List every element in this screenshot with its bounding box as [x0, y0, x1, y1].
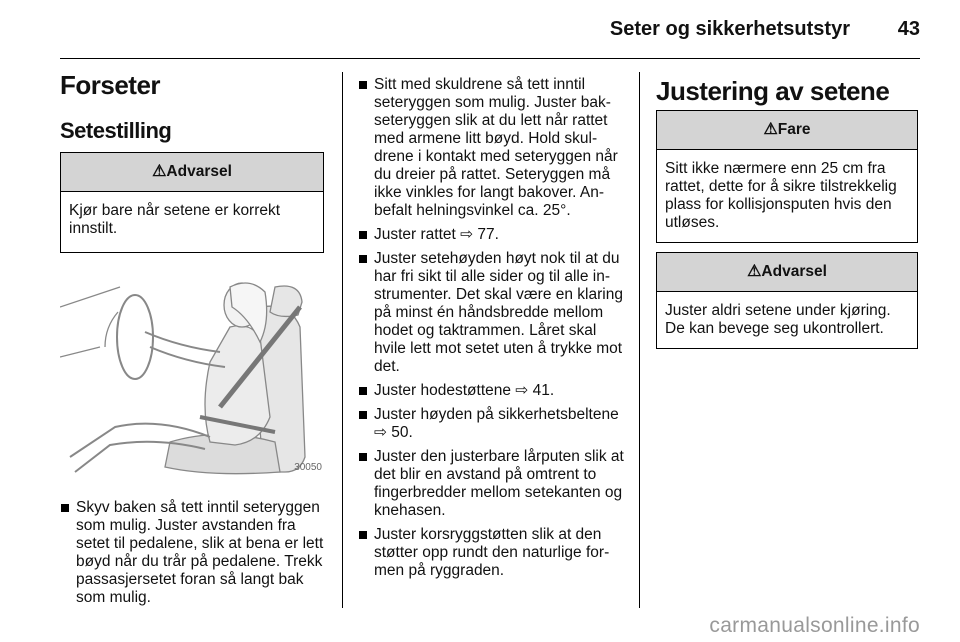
warning-box — [60, 152, 324, 253]
figure-number: 30050 — [294, 462, 322, 473]
list-item: Juster høyden på sikkerhetsbeltene ⇨ 50. — [358, 406, 624, 442]
list-item: Juster hodestøttene ⇨ 41. — [358, 382, 624, 400]
warning-box-header — [657, 253, 917, 292]
warning-label: Advarsel — [166, 163, 232, 180]
header-title: Seter og sikkerhetsutstyr — [609, 18, 850, 40]
page-number: 43 — [897, 18, 920, 40]
list-item: Juster setehøyden høyt nok til at du har fri sikt til alle sider og til alle instrumenter. Det skal være en klaring på minst én håndsbredde mellom hodet og taktrammen. Låret skal hvile lett mot setet uten å trykke mot det. — [358, 250, 624, 376]
danger-box — [656, 110, 918, 243]
list-item: Juster den justerbare lårputen slik at det blir en avstand på omtrent to fingerbredder mellom setekanten og knehasen. — [358, 448, 624, 520]
column-divider-2 — [639, 72, 640, 608]
header-rule — [60, 58, 920, 59]
subsection-heading: Setestilling — [60, 118, 172, 143]
warning-text: Juster aldri setene under kjøring. De kan bevege seg ukontrollert. — [665, 302, 891, 337]
left-column — [60, 70, 324, 613]
warning-triangle-icon: ⚠ — [763, 121, 778, 138]
driver-seat-figure — [60, 267, 324, 479]
list-item: Juster rattet ⇨ 77. — [358, 226, 624, 244]
watermark: carmanualsonline.info — [709, 614, 920, 637]
warning-triangle-icon: ⚠ — [152, 163, 167, 180]
danger-box-header — [657, 111, 917, 150]
danger-text: Sitt ikke nærmere enn 25 cm fra rattet, dette for å sikre tilstrekkelig plass for kollisjonsputen hvis den utløses. — [665, 160, 897, 231]
left-bullet-list — [60, 499, 324, 607]
warning-box — [656, 252, 918, 349]
middle-column — [358, 76, 624, 586]
seat-illustration — [60, 267, 324, 479]
column-divider-1 — [342, 72, 343, 608]
section-heading: Justering av setene — [656, 76, 890, 106]
warning-box-header — [61, 153, 323, 192]
warning-triangle-icon: ⚠ — [747, 263, 762, 280]
list-item: Sitt med skuldrene så tett inntil seteryggen som mulig. Juster bakseteryggen slik at du lett når rattet med armene litt bøyd. Hold skuldrene i kontakt med seteryggen når du dreier på rattet. Seteryggen må ikke vinkles for langt bakover. Anbefalt helningsvinkel ca. 25°. — [358, 76, 624, 220]
list-item: Juster korsryggstøtten slik at den støtter opp rundt den naturlige formen på ryggraden. — [358, 526, 624, 580]
middle-bullet-list — [358, 76, 624, 580]
danger-label: Fare — [777, 121, 811, 138]
section-heading: Forseter — [60, 70, 161, 100]
warning-label: Advarsel — [761, 263, 827, 280]
right-column — [656, 76, 918, 349]
warning-text: Kjør bare når setene er korrekt innstilt. — [69, 202, 281, 237]
list-item: Skyv baken så tett inntil seteryggen som mulig. Juster avstanden fra setet til pedalene, slik at bena er lett bøyd når du trår på pedalene. Trekk passasjersetet foran så langt bak som mulig. — [60, 499, 324, 607]
